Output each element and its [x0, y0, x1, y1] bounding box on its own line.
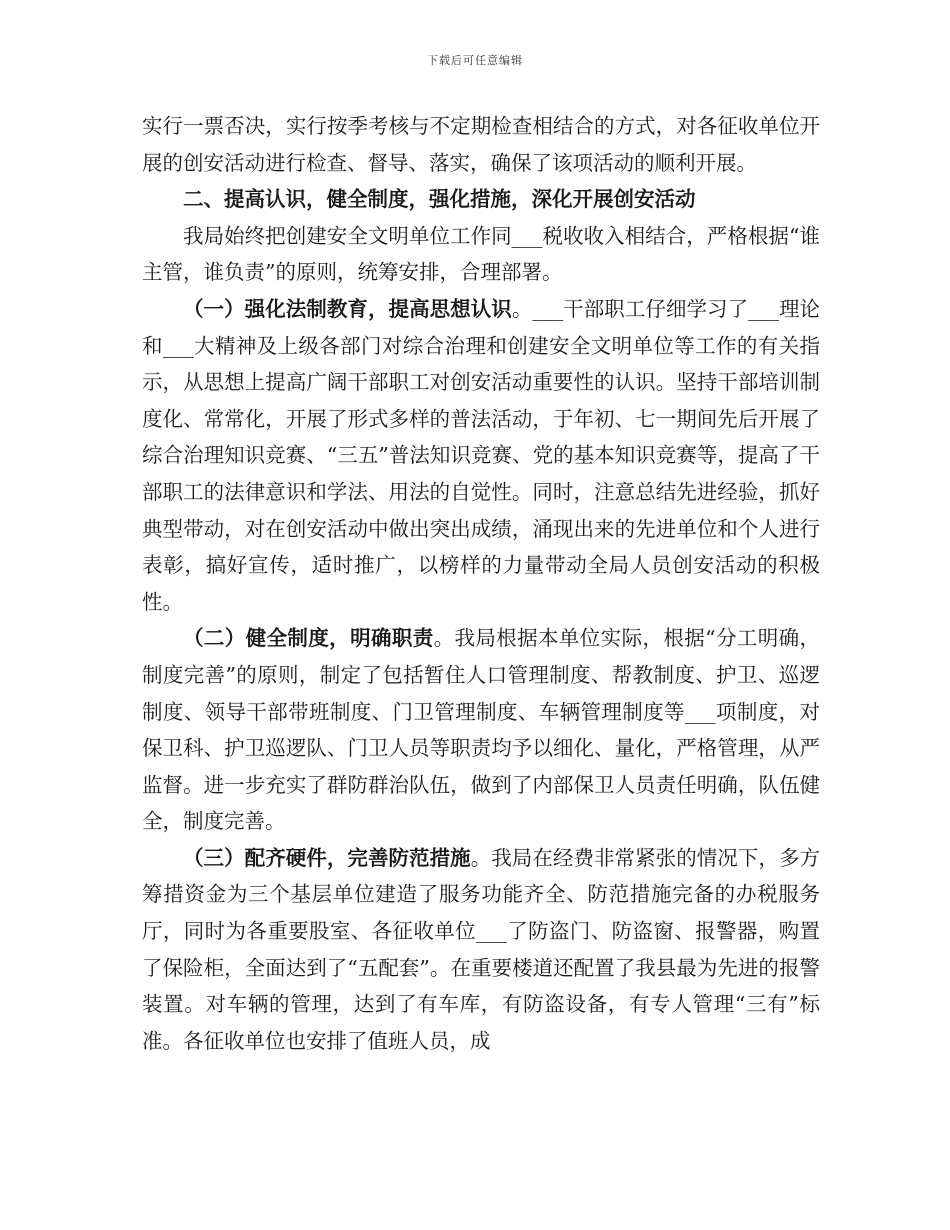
paragraph-hardware-text: 。我局在经费非常紧张的情况下，多方筹措资金为三个基层单位建造了服务功能齐全、防范措施完备的办税服务厅，同时为各重要股室、各征收单位___了防盗门、防盗窗、报警器，购置了保险柜，全面达到了“五配套”。在重要楼道还配置了我县最为先进的报警装置。对车辆的管理，达到了有车库，有防盗设备，有专人管理“三有”标准。各征收单位也安排了值班人员，成 — [142, 845, 821, 1053]
page-header: 下载后可任意编辑 — [427, 54, 523, 67]
section-heading: 二、提高认识，健全制度，强化措施，深化开展创安活动 — [183, 187, 696, 212]
paragraph-hardware — [142, 840, 820, 1060]
paragraph-intro: 实行一票否决，实行按季考核与不定期检查相结合的方式，对各征收单位开展的创安活动进行检查、督导、落实，确保了该项活动的顺利开展。 — [142, 114, 820, 175]
subheading-system-duties: （二）健全制度，明确职责 — [183, 626, 434, 651]
document-body — [142, 108, 820, 1059]
subheading-hardware: （三）配齐硬件，完善防范措施 — [183, 845, 471, 870]
paragraph-overview: 我局始终把创建安全文明单位工作同___税收收入相结合，严格根据“谁主管，谁负责”的原则，统筹安排，合理部署。 — [142, 223, 820, 285]
paragraph-system-duties — [142, 620, 820, 840]
paragraph-system-duties-text: 。我局根据本单位实际，根据“分工明确，制度完善”的原则，制定了包括暂住人口管理制度、帮教制度、护卫、巡逻制度、领导干部带班制度、门卫管理制度、车辆管理制度等___项制度，对保卫科、护卫巡逻队、门卫人员等职责均予以细化、量化，严格管理，从严监督。进一步充实了群防群治队伍，做到了内部保卫人员责任明确，队伍健全，制度完善。 — [142, 626, 820, 834]
paragraph-legal-education-text: 。___干部职工仔细学习了___理论和___大精神及上级各部门对综合治理和创建安全文明单位等工作的有关指示，从思想上提高广阔干部职工对创安活动重要性的认识。坚持干部培训制度化、常常化，开展了形式多样的普法活动，于年初、七一期间先后开展了综合治理知识竞赛、“三五”普法知识竞赛、党的基本知识竞赛等，提高了干部职工的法律意识和学法、用法的自觉性。同时，注意总结先进经验，抓好典型带动，对在创安活动中做出突出成绩，涌现出来的先进单位和个人进行表彰，搞好宣传，适时推广，以榜样的力量带动全局人员创安活动的积极性。 — [142, 296, 820, 614]
paragraph-legal-education — [142, 291, 820, 620]
subheading-legal-education: （一）强化法制教育，提高思想认识 — [183, 296, 512, 321]
